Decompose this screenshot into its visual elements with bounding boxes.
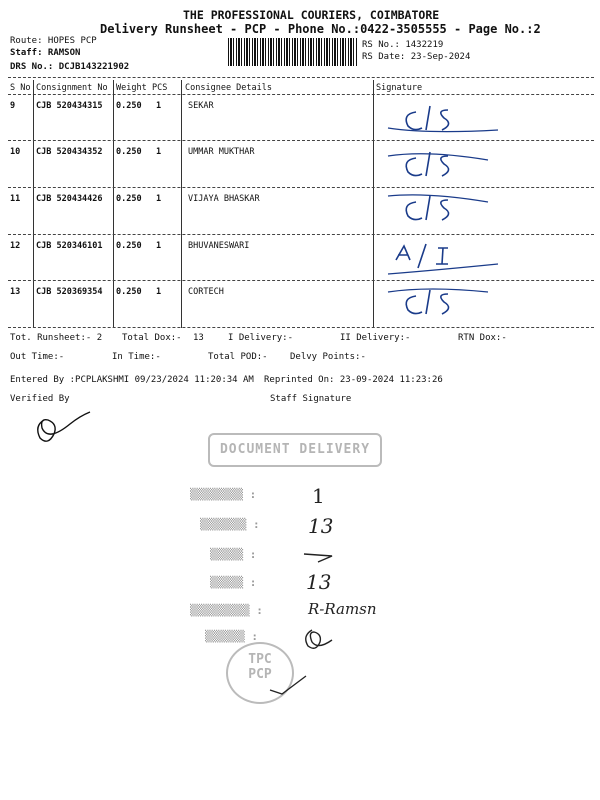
row-weight: 0.250 [116,147,142,157]
divider [8,187,594,188]
row-sno: 13 [10,287,21,297]
row-pcs: 1 [156,147,162,157]
column-line [33,80,34,328]
column-line [373,80,374,328]
divider [8,140,594,141]
col-header-signature: Signature [376,83,423,93]
seal-bottom-text: PCP [248,667,272,682]
staff-signature-image [300,624,340,654]
staff-label: Staff: RAMSON [10,48,81,58]
row-consignee: UMMAR MUKTHAR [188,147,255,157]
signature-image [386,238,506,278]
in-time: In Time:- [112,352,161,362]
seal-checkmark-image [266,672,312,698]
column-line [113,80,114,328]
col-header-consignment: Consignment No [36,83,108,93]
divider [8,327,594,328]
divider [8,77,594,78]
row-pcs: 1 [156,241,162,251]
stamp-faded-row: ▒▒▒▒▒▒▒▒ : [190,488,257,501]
divider [8,234,594,235]
divider [8,94,594,95]
signature-image [386,190,506,226]
signature-image [386,100,506,136]
row-weight: 0.250 [116,241,142,251]
row-consignment: CJB 520434315 [36,101,103,111]
stamp-faded-row: ▒▒▒▒▒▒▒▒▒ : [190,604,263,617]
verifier-signature-image [30,410,100,450]
out-time: Out Time:- [10,352,65,362]
stamp-faded-row: ▒▒▒▒▒▒ : [205,630,258,643]
col-header-weight: Weight [116,83,147,93]
drs-number: DRS No.: DCJB143221902 [10,62,130,72]
row-sno: 9 [10,101,16,111]
handwritten-entry: R-Ramsn [308,600,377,618]
row-consignee: CORTECH [188,287,224,297]
stamp-title: DOCUMENT DELIVERY [219,442,371,457]
row-consignment: CJB 520434352 [36,147,103,157]
barcode-image [228,38,358,66]
entered-by: Entered By :PCPLAKSHMI 09/23/2024 11:20:34 AM [10,375,254,385]
row-consignee: VIJAYA BHASKAR [188,194,260,204]
col-header-consignee: Consignee Details [185,83,272,93]
i-delivery: I Delivery:- [228,333,294,343]
row-consignee: BHUVANESWARI [188,241,250,251]
signature-image [386,284,506,320]
handwritten-entry: 13 [306,570,332,594]
row-consignment: CJB 520369354 [36,287,103,297]
runsheet-subtitle: Delivery Runsheet - PCP - Phone No.:0422-3505555 - Page No.:2 [100,22,541,36]
total-dox-label: Total Dox:- [122,333,182,343]
signature-image [386,146,506,182]
reprinted-on: Reprinted On: 23-09-2024 11:23:26 [264,375,443,385]
handwritten-entry: 1 [312,484,325,508]
col-header-pcs: PCS [152,83,168,93]
row-pcs: 1 [156,287,162,297]
seal-top-text: TPC [248,652,272,667]
row-consignee: SEKAR [188,101,214,111]
route-label: Route: HOPES PCP [10,36,97,46]
row-consignment: CJB 520434426 [36,194,103,204]
delivery-stamp [208,433,382,467]
total-pod: Total POD:- [208,352,268,362]
rs-date: RS Date: 23-Sep-2024 [362,52,471,62]
row-sno: 10 [10,147,21,157]
tot-runsheet: Tot. Runsheet:- 2 [10,333,103,343]
verified-by: Verified By [10,394,70,404]
row-weight: 0.250 [116,194,142,204]
handwritten-dash-image [300,548,340,564]
handwritten-entry: 13 [308,514,334,538]
row-pcs: 1 [156,101,162,111]
row-sno: 12 [10,241,21,251]
staff-signature-label: Staff Signature [270,394,352,404]
stamp-faded-row: ▒▒▒▒▒ : [210,548,257,561]
row-weight: 0.250 [116,287,142,297]
rtn-dox: RTN Dox:- [458,333,507,343]
rs-number: RS No.: 1432219 [362,40,444,50]
company-title: THE PROFESSIONAL COURIERS, COIMBATORE [183,8,440,22]
row-weight: 0.250 [116,101,142,111]
column-line [181,80,182,328]
total-dox-value: 13 [193,333,204,343]
stamp-faded-row: ▒▒▒▒▒▒▒ : [200,518,260,531]
delvy-points: Delvy Points:- [290,352,366,362]
row-pcs: 1 [156,194,162,204]
col-header-sno: S No [10,83,31,93]
divider [8,280,594,281]
stamp-faded-row: ▒▒▒▒▒ : [210,576,257,589]
row-sno: 11 [10,194,21,204]
ii-delivery: II Delivery:- [340,333,411,343]
row-consignment: CJB 520346101 [36,241,103,251]
